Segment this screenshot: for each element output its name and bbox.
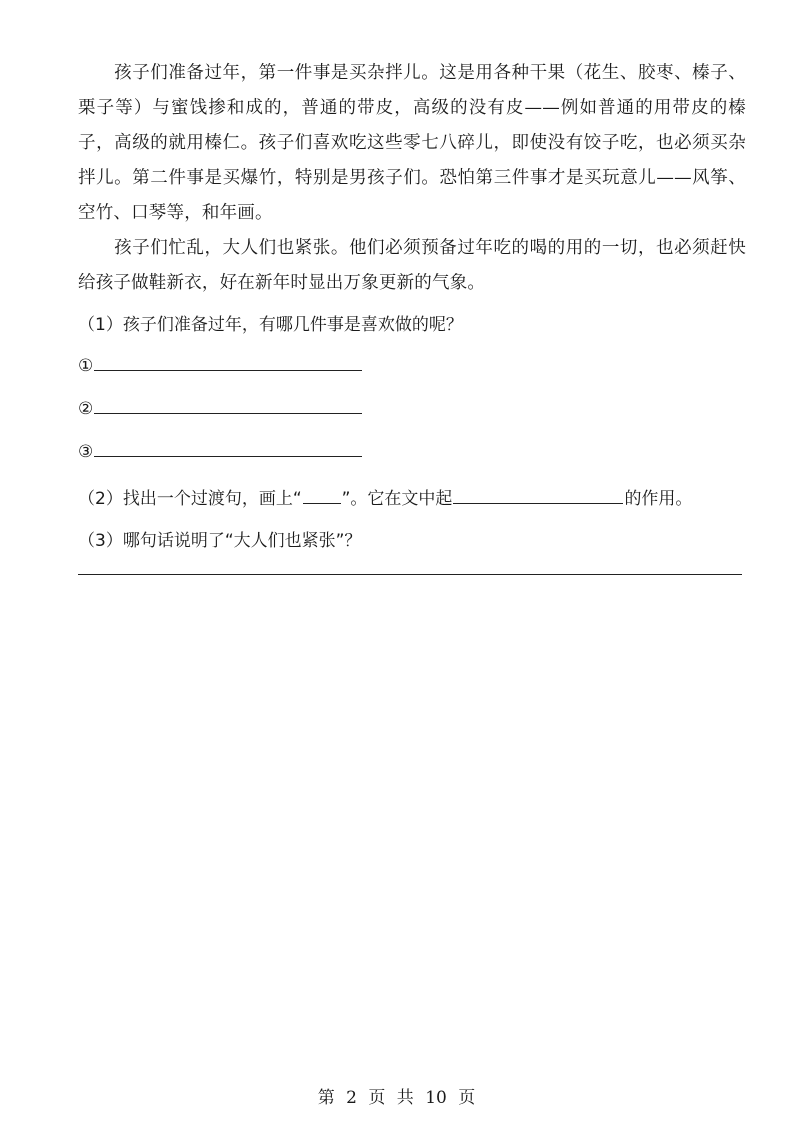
page-footer: 第 2 页 共 10 页 <box>317 1088 476 1108</box>
answer-1-blank[interactable] <box>94 369 362 371</box>
question-2-function-blank[interactable] <box>453 502 623 504</box>
question-2 <box>78 484 692 509</box>
question-3: （3）哪句话说明了“大人们也紧张”？ <box>78 531 362 551</box>
question-2-text-part1: （2）找出一个过渡句，画上“ <box>78 489 302 509</box>
question-2-mark-blank[interactable] <box>303 502 341 504</box>
question-1: （1）孩子们准备过年，有哪几件事是喜欢做的呢？ <box>78 315 463 335</box>
answer-2-blank[interactable] <box>94 412 362 414</box>
reading-passage <box>78 56 746 301</box>
answer-1-row <box>78 356 362 376</box>
question-3-answer-line[interactable] <box>78 574 742 575</box>
answer-2-label: ② <box>78 399 94 419</box>
question-2-text-part3: 的作用。 <box>624 489 693 509</box>
answer-2-row <box>78 399 362 419</box>
answer-3-label: ③ <box>78 442 94 462</box>
answer-3-blank[interactable] <box>94 455 362 457</box>
question-2-text-part2: ”。它在文中起 <box>341 489 453 509</box>
passage-paragraph-1: 孩子们准备过年，第一件事是买杂拌儿。这是用各种干果（花生、胶枣、榛子、栗子等）与蜜饯掺和成的，普通的带皮，高级的没有皮——例如普通的用带皮的榛子，高级的就用榛仁。孩子们喜欢吃这些零七八碎儿，即使没有饺子吃，也必须买杂拌儿。第二件事是买爆竹，特别是男孩子们。恐怕第三件事才是买玩意儿——风筝、空竹、口琴等，和年画。 <box>78 63 746 223</box>
answer-1-label: ① <box>78 356 94 376</box>
passage-paragraph-2: 孩子们忙乱，大人们也紧张。他们必须预备过年吃的喝的用的一切，也必须赶快给孩子做鞋新衣，好在新年时显出万象更新的气象。 <box>78 238 746 293</box>
answer-3-row <box>78 442 362 462</box>
